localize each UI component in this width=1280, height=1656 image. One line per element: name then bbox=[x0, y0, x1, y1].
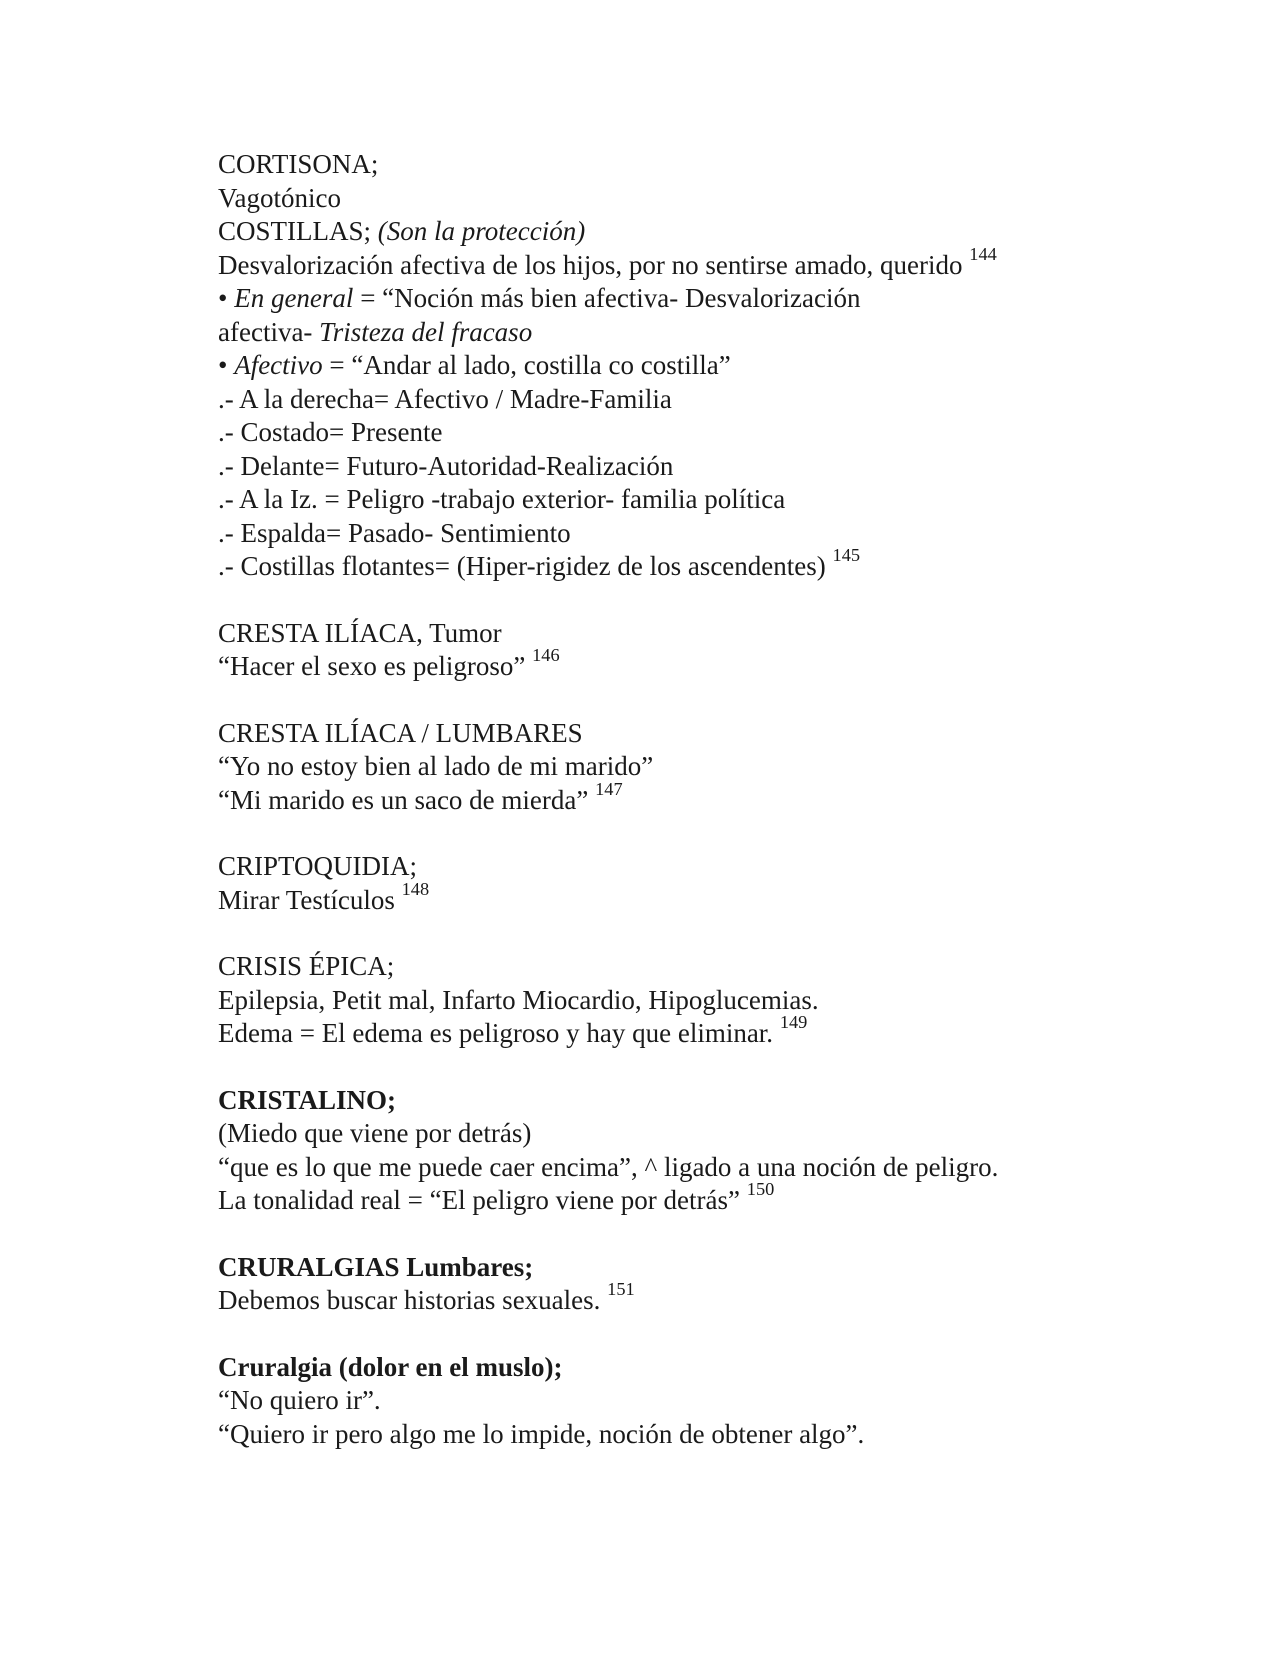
footnote-ref: 151 bbox=[607, 1279, 635, 1300]
bullet-item: • En general = “Noción más bien afectiva- Desvalorización bbox=[218, 283, 861, 313]
footnote-ref: 150 bbox=[746, 1179, 775, 1200]
footnote-ref: 145 bbox=[832, 545, 861, 566]
entry-text: “Mi marido es un saco de mierda” $^{147}$ bbox=[218, 778, 623, 815]
entry-cruralgias-lumbares bbox=[218, 1251, 1160, 1318]
entry-text: Mirar Testículos $^{148}$ bbox=[218, 878, 430, 915]
footnote-ref: 146 bbox=[532, 645, 560, 666]
entry-criptoquidia bbox=[218, 850, 1160, 917]
entry-cristalino bbox=[218, 1084, 1160, 1218]
entry-cortisona-costillas bbox=[218, 148, 1160, 584]
entry-heading: CRURALGIAS Lumbares; bbox=[218, 1251, 534, 1282]
entry-heading: CRESTA ILÍACA, Tumor bbox=[218, 617, 502, 648]
entry-heading: CORTISONA; bbox=[218, 149, 379, 179]
entry-text: Epilepsia, Petit mal, Infarto Miocardio, Hipoglucemias. bbox=[218, 984, 819, 1015]
entry-text: La tonalidad real = “El peligro viene por detrás” $^{150}$ bbox=[218, 1179, 775, 1215]
entry-text: Desvalorización afectiva de los hijos, por no sentirse amado, querido $^{144}$ bbox=[218, 243, 997, 280]
entry-heading: COSTILLAS; (Son la protección) bbox=[218, 216, 586, 246]
entry-cresta-iliaca-tumor bbox=[218, 617, 1160, 684]
entry-text: “No quiero ir”. bbox=[218, 1385, 381, 1415]
entry-heading: CRIPTOQUIDIA; bbox=[218, 851, 418, 881]
entry-text: Debemos buscar historias sexuales. $^{151}$ bbox=[218, 1279, 635, 1315]
bullet-item: • Afectivo = “Andar al lado, costilla co costilla” bbox=[218, 350, 731, 380]
entry-text: “que es lo que me puede caer encima”, ^ ligado a una noción de peligro. bbox=[218, 1151, 999, 1182]
footnote-ref: 148 bbox=[401, 878, 430, 899]
entry-text: “Yo no estoy bien al lado de mi marido” bbox=[218, 751, 654, 781]
entry-cruralgia bbox=[218, 1351, 1160, 1452]
entry-heading: CRISTALINO; bbox=[218, 1084, 397, 1115]
entry-text: (Miedo que viene por detrás) bbox=[218, 1118, 532, 1148]
entry-heading: CRESTA ILÍACA / LUMBARES bbox=[218, 717, 583, 748]
entry-cresta-iliaca-lumbares bbox=[218, 717, 1160, 818]
list-item: .- Costado= Presente bbox=[218, 417, 443, 447]
footnote-ref: 149 bbox=[779, 1012, 808, 1033]
bullet-item-continuation: afectiva- Tristeza del fracaso bbox=[218, 316, 533, 347]
entry-heading: CRISIS ÉPICA; bbox=[218, 951, 395, 981]
entry-text: “Quiero ir pero algo me lo impide, noción de obtener algo”. bbox=[218, 1418, 865, 1449]
entry-heading: Cruralgia (dolor en el muslo); bbox=[218, 1351, 563, 1382]
list-item: .- Espalda= Pasado- Sentimiento bbox=[218, 517, 571, 548]
entry-crisis-epica bbox=[218, 950, 1160, 1051]
list-item: .- Costillas flotantes= (Hiper-rigidez de los ascendentes) $^{145}$ bbox=[218, 545, 861, 581]
list-item: .- A la derecha= Afectivo / Madre-Familia bbox=[218, 383, 672, 414]
footnote-ref: 147 bbox=[595, 778, 623, 799]
entry-text: Edema = El edema es peligroso y hay que eliminar. $^{149}$ bbox=[218, 1012, 808, 1048]
list-item: .- A la Iz. = Peligro -trabajo exterior- familia política bbox=[218, 484, 786, 514]
entry-text: Vagotónico bbox=[218, 182, 341, 213]
footnote-ref: 144 bbox=[969, 243, 997, 264]
entry-text: “Hacer el sexo es peligroso” $^{146}$ bbox=[218, 645, 560, 681]
list-item: .- Delante= Futuro-Autoridad-Realización bbox=[218, 450, 674, 481]
